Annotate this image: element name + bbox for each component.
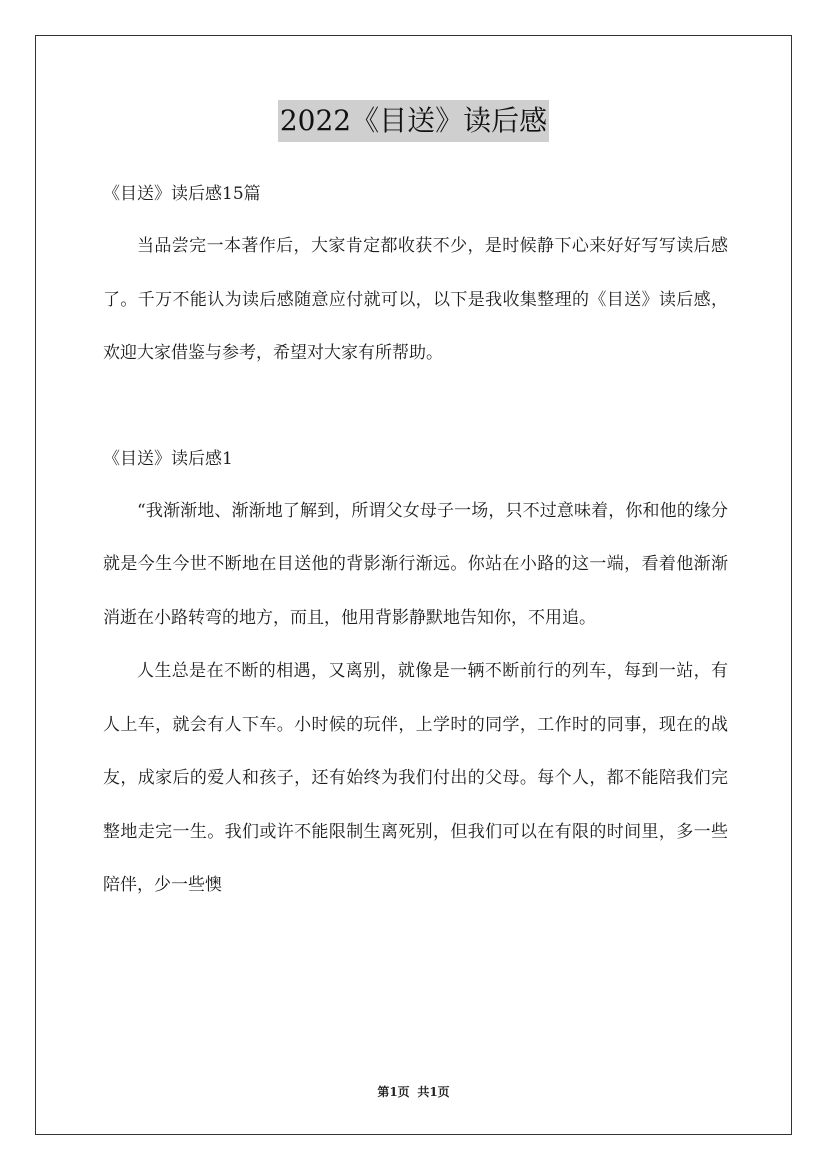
section-heading: 《目送》读后感1 [103,448,233,469]
page-footer [0,1083,827,1101]
title-container [0,100,827,142]
document-subtitle: 《目送》读后感15篇 [103,184,261,204]
page-total: 共1页 [417,1085,450,1099]
intro-paragraph: 当品尝完一本著作后，大家肯定都收获不少，是时候静下心来好好写写读后感了。千万不能认为读后感随意应付就可以，以下是我收集整理的《目送》读后感，欢迎大家借鉴与参考，希望对大家有所帮助。 [103,236,728,363]
body-paragraph: “我渐渐地、渐渐地了解到，所谓父女母子一场，只不过意味着，你和他的缘分就是今生今世不断地在目送他的背影渐行渐远。你站在小路的这一端，看着他渐渐消逝在小路转弯的地方，而且，他用背影静默地告知你，不用追。 [103,500,728,628]
spacer [103,381,728,437]
page-number: 第1页 [377,1085,410,1099]
document-body [103,172,728,913]
document-title: 2022《目送》读后感 [278,100,549,142]
body-paragraph: 人生总是在不断的相遇，又离别，就像是一辆不断前行的列车，每到一站，有人上车，就会有人下车。小时候的玩伴，上学时的同学，工作时的同事，现在的战友，成家后的爱人和孩子，还有始终为我们付出的父母。每个人，都不能陪我们完整地走完一生。我们或许不能限制生离死别，但我们可以在有限的时间里，多一些陪伴，少一些懊 [103,661,728,895]
